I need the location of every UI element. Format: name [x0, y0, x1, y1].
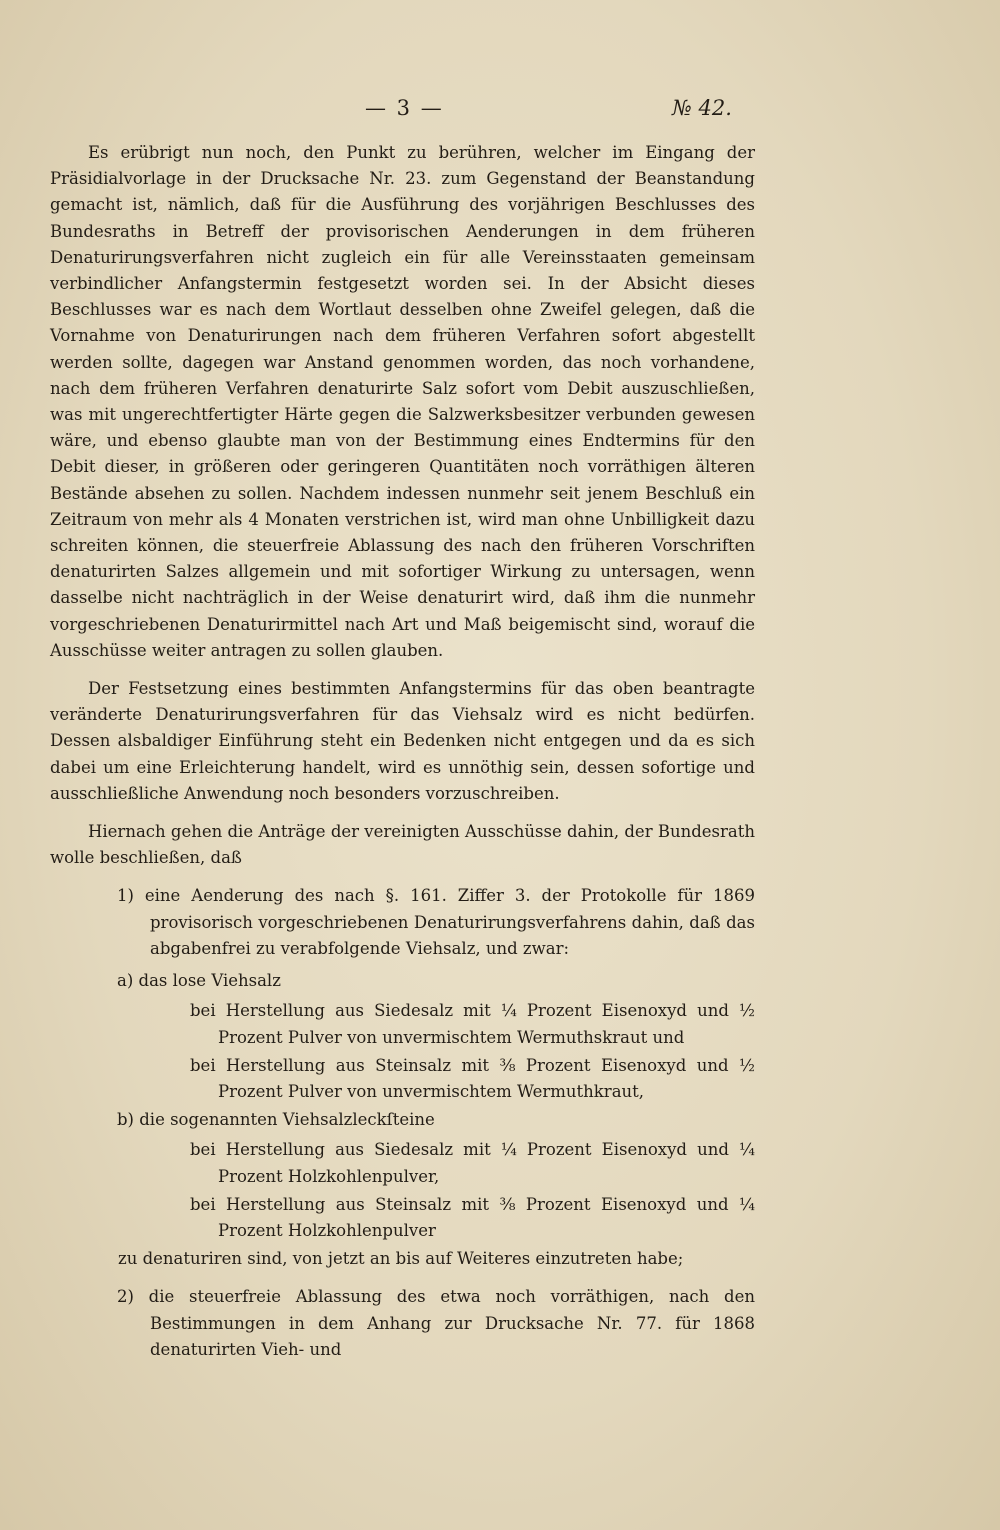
sub-item-a: a) das lose Viehsalz	[117, 971, 281, 991]
sub-item-b-detail-1: bei Herstellung aus Siedesalz mit ¼ Prozent Eisenoxyd und ¼ Prozent Holzkohlenpulver,	[190, 1140, 755, 1186]
paragraph-3: Hiernach gehen die Anträge der vereinigten Ausschüsse dahin, der Bundesrath wolle beschließen, daß	[50, 822, 755, 868]
page-header	[0, 96, 1000, 126]
sub-item-a-detail-1: bei Herstellung aus Siedesalz mit ¼ Prozent Eisenoxyd und ½ Prozent Pulver von unvermischtem Wermuthskraut und	[190, 1001, 755, 1047]
sub-item-a-detail-2: bei Herstellung aus Steinsalz mit ⅜ Prozent Eisenoxyd und ½ Prozent Pulver von unvermischtem Wermuthkraut,	[190, 1055, 755, 1101]
sub-item-b: b) die sogenannten Viehsalzleckſteine	[117, 1110, 435, 1130]
body-text	[50, 140, 755, 1369]
list-item-1-closing: zu denaturiren sind, von jetzt an bis auf Weiteres einzutreten habe;	[118, 1249, 684, 1269]
paragraph-2: Der Festsetzung eines bestimmten Anfangstermins für das oben beantragte veränderte Denaturirungsverfahren für das Viehsalz wird es nicht bedürfen. Dessen alsbaldiger Einführung steht ein Bedenken nicht entgegen und da es sich dabei um eine Erleichterung handelt, wird es unnöthig sein, dessen sofortige und ausschließliche Anwendung noch besonders vorzuschreiben.	[50, 679, 755, 803]
page-number: — 3 —	[365, 96, 444, 120]
sub-item-b-detail-2: bei Herstellung aus Steinsalz mit ⅜ Prozent Eisenoxyd und ¼ Prozent Holzkohlenpulver	[190, 1194, 755, 1240]
paragraph-1: Es erübrigt nun noch, den Punkt zu berühren, welcher im Eingang der Präsidialvorlage in der Drucksache Nr. 23. zum Gegenstand der Beanstandung gemacht ist, nämlich, daß für die Ausführung des vorjährigen Beschlusses des Bundesraths in Betreff der provisorischen Aenderungen in dem früheren Denaturirungsverfahren nicht zugleich ein für alle Vereinsstaaten gemeinsam verbindlicher Anfangstermin festgesetzt worden sei. In der Absicht dieses Beschlusses war es nach dem Wortlaut desselben ohne Zweifel gelegen, daß die Vornahme von Denaturirungen nach dem früheren Verfahren sofort abgestellt werden sollte, dagegen war Anstand genommen worden, das noch vorhandene, nach dem früheren Verfahren denaturirte Salz sofort vom Debit auszuschließen, was mit ungerechtfertigter Härte gegen die Salzwerksbesitzer verbunden gewesen wäre, und ebenso glaubte man von der Bestimmung eines Endtermins für den Debit dieser, in größeren oder geringeren Quantitäten noch vorräthigen älteren Bestände absehen zu sollen. Nachdem indessen nunmehr seit jenem Beschluß ein Zeitraum von mehr als 4 Monaten verstrichen ist, wird man ohne Unbilligkeit dazu schreiten können, die steuerfreie Ablassung des nach den früheren Vorschriften denaturirten Salzes allgemein und mit sofortiger Wirkung zu untersagen, wenn dasselbe nicht nachträglich in der Weise denaturirt wird, daß ihm die nunmehr vorgeschriebenen Denaturirmittel nach Art und Maß beigemischt sind, worauf die Ausschüsse weiter antragen zu sollen glauben.	[50, 143, 755, 660]
list-item-1: 1) eine Aenderung des nach §. 161. Ziffer 3. der Protokolle für 1869 provisorisch vorgeschriebenen Denaturirungsverfahrens dahin, daß das abgabenfrei zu verabfolgende Viehsalz, und zwar:	[117, 886, 755, 958]
document-number: № 42.	[672, 96, 732, 120]
list-item-2: 2) die steuerfreie Ablassung des etwa noch vorräthigen, nach den Bestimmungen in dem Anhang zur Drucksache Nr. 77. für 1868 denaturirten Vieh- und	[117, 1287, 755, 1359]
